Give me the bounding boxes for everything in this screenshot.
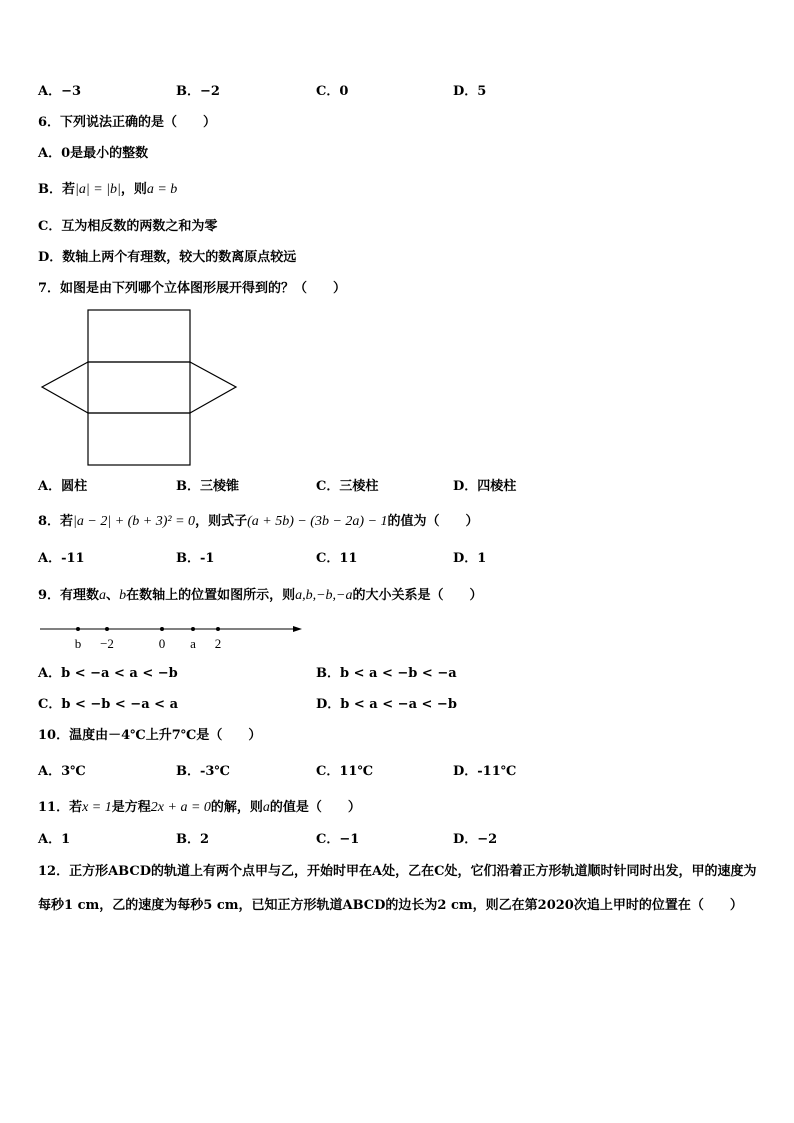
label-2: 2 xyxy=(214,636,222,651)
q12-text: 12．正方形ABCD的轨道上有两个点甲与乙，开始时甲在A处，乙在C处，它们沿着正方形轨道顺时针同时出发，甲的速度为每秒1 cm，乙的速度为每秒5 cm，已知正方形轨道ABCD的边长为2 cm，则乙在第2020次追上甲时的位置在（ ） xyxy=(38,864,757,913)
q10-option-a: A．3℃ xyxy=(38,764,86,779)
q8-stem-suffix: 的值为（ ） xyxy=(387,514,479,529)
q8-stem-mid: ，则式子 xyxy=(195,514,248,529)
q8-stem-prefix: 8．若 xyxy=(38,514,74,529)
q6-option-b-math2: a = b xyxy=(146,182,178,197)
q11-option-b: B．2 xyxy=(176,832,210,847)
q6-stem: 6．下列说法正确的是（ ） xyxy=(38,115,217,130)
q6-option-b-prefix: B．若 xyxy=(38,182,75,197)
q7-stem: 7．如图是由下列哪个立体图形展开得到的？（ ） xyxy=(38,281,347,296)
q9-stem-a: a xyxy=(99,588,107,603)
q11-stem xyxy=(38,799,361,817)
point-neg2 xyxy=(105,627,109,631)
q9-stem xyxy=(38,587,483,605)
q6-option-b-math1: |a| = |b| xyxy=(75,182,121,197)
q7-option-b: B．三棱锥 xyxy=(176,479,239,494)
q8-option-c: C．11 xyxy=(316,551,358,566)
q6-option-d: D．数轴上两个有理数，较大的数离原点较远 xyxy=(38,250,297,265)
q5-option-b: B．−2 xyxy=(176,84,220,99)
q10-option-d: D．-11℃ xyxy=(453,764,517,779)
q10-stem: 10．温度由－4℃上升7℃是（ ） xyxy=(38,728,262,743)
point-2 xyxy=(216,627,220,631)
q11-stem-math: x = 1 xyxy=(82,800,112,815)
label-neg2: −2 xyxy=(100,636,114,651)
q8-option-a: A．-11 xyxy=(38,551,85,566)
q5-option-a: A．−3 xyxy=(38,84,82,99)
q9-stem-suffix: 的大小关系是（ ） xyxy=(352,588,483,603)
label-a: a xyxy=(190,636,196,651)
q8-stem-math: |a − 2| + (b + 3)² = 0 xyxy=(73,514,196,529)
q8-stem xyxy=(38,513,479,531)
q9-option-d: D．b < a < −a < −b xyxy=(316,697,457,712)
q7-option-c: C．三棱柱 xyxy=(316,479,379,494)
number-line-figure xyxy=(40,622,310,652)
net-rect-middle xyxy=(88,362,190,413)
q11-option-a: A．1 xyxy=(38,832,71,847)
q9-option-c: C．b < −b < −a < a xyxy=(38,697,178,712)
net-triangle-left xyxy=(42,362,88,413)
q11-stem-math3: a xyxy=(262,800,270,815)
q11-stem-math2: 2x + a = 0 xyxy=(150,800,211,815)
q9-stem-mid: 在数轴上的位置如图所示，则 xyxy=(126,588,296,603)
q9-stem-sep: 、 xyxy=(106,588,120,603)
q11-option-c: C．−1 xyxy=(316,832,360,847)
point-a xyxy=(191,627,195,631)
q8-stem-math2: (a + 5b) − (3b − 2a) − 1 xyxy=(247,514,388,529)
point-zero xyxy=(160,627,164,631)
q6-option-b-mid: ，则 xyxy=(120,182,147,197)
q10-option-b: B．-3℃ xyxy=(176,764,231,779)
q11-option-d: D．−2 xyxy=(453,832,498,847)
q10-option-c: C．11℃ xyxy=(316,764,374,779)
q6-option-b xyxy=(38,181,177,199)
label-b: b xyxy=(74,636,82,651)
point-b xyxy=(76,627,80,631)
prism-net-figure xyxy=(40,310,240,470)
q9-stem-b: b xyxy=(119,588,127,603)
q7-option-d: D．四棱柱 xyxy=(453,479,517,494)
q6-option-a: A．0是最小的整数 xyxy=(38,146,149,161)
q9-option-b: B．b < a < −b < −a xyxy=(316,666,457,681)
q11-stem-prefix: 11．若 xyxy=(38,800,83,815)
net-rect-bottom xyxy=(88,413,190,465)
q5-option-d: D．5 xyxy=(453,84,487,99)
q6-option-c: C．互为相反数的两数之和为零 xyxy=(38,219,218,234)
q5-option-c: C．0 xyxy=(316,84,349,99)
q9-option-a: A．b < −a < a < −b xyxy=(38,666,178,681)
label-zero: 0 xyxy=(158,636,166,651)
net-rect-top xyxy=(88,310,190,362)
q11-stem-suffix: 的值是（ ） xyxy=(269,800,361,815)
q7-option-a: A．圆柱 xyxy=(38,479,88,494)
q8-option-b: B．-1 xyxy=(176,551,215,566)
q11-stem-mid2: 的解，则 xyxy=(210,800,263,815)
number-line-arrow-icon xyxy=(293,626,302,632)
net-triangle-right xyxy=(190,362,236,413)
q8-option-d: D．1 xyxy=(453,551,487,566)
q9-stem-prefix: 9．有理数 xyxy=(38,588,100,603)
q9-stem-math: a,b,−b,−a xyxy=(295,588,353,603)
q11-stem-mid: 是方程 xyxy=(111,800,151,815)
